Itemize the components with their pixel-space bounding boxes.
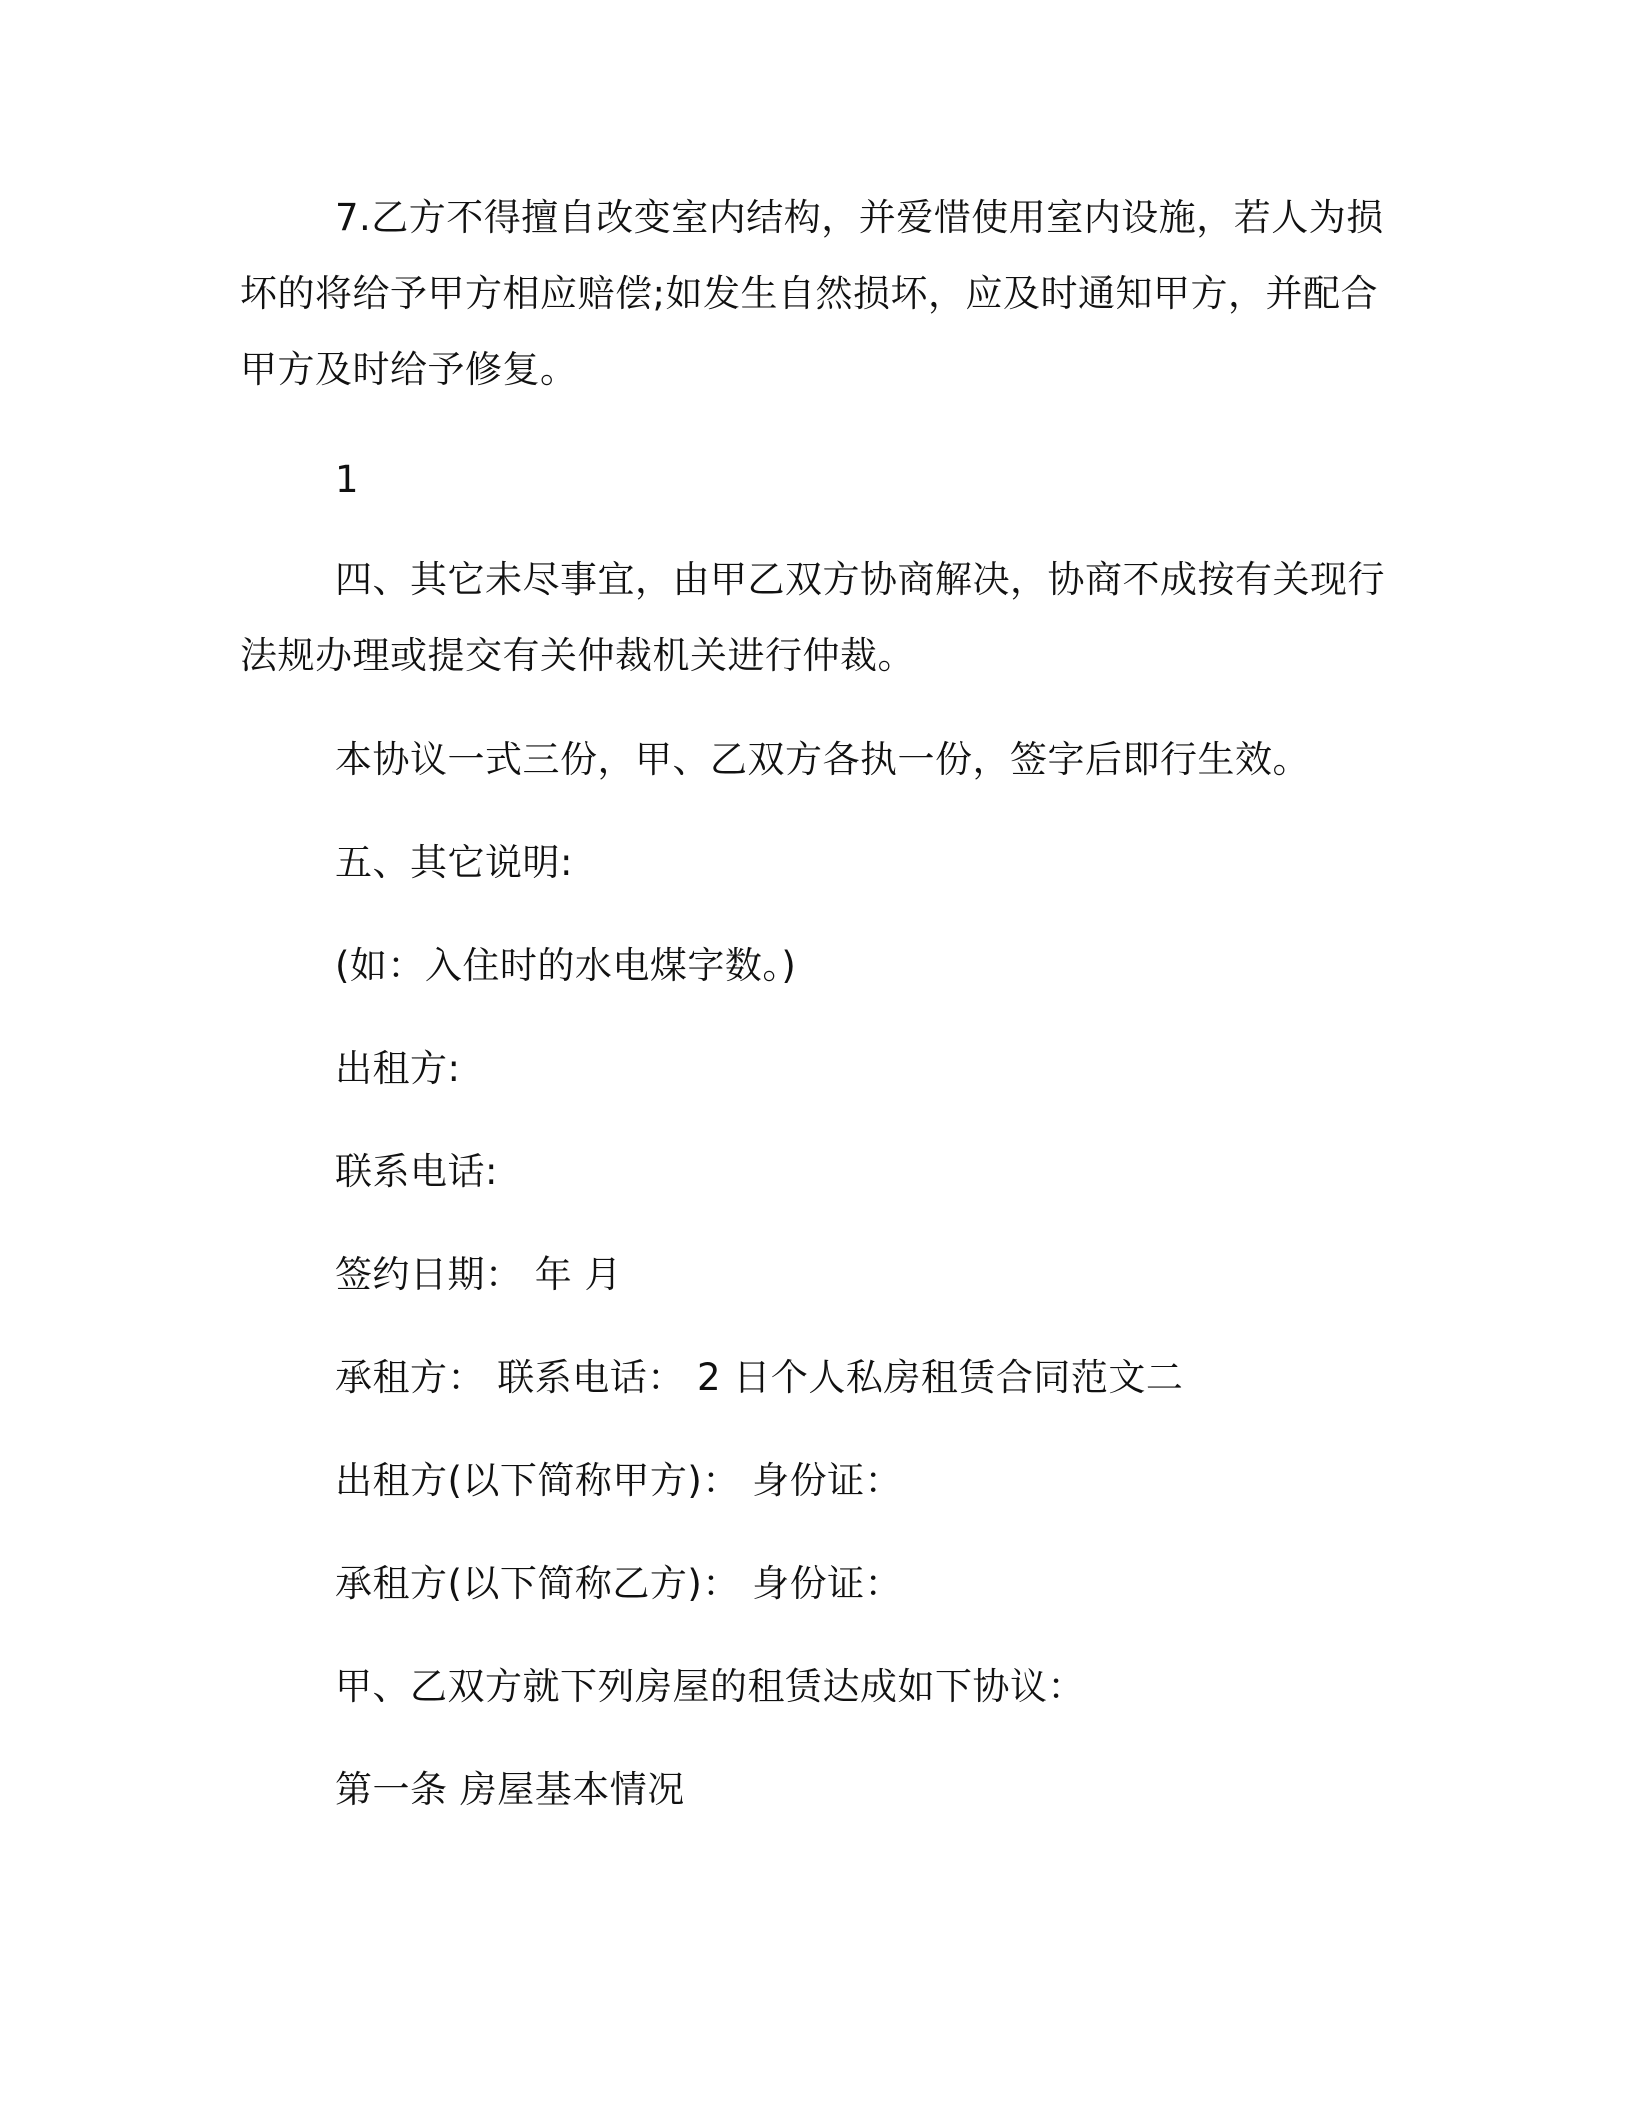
field-phone: 联系电话:: [335, 1150, 498, 1193]
paragraph-example: (如：入住时的水电煤字数。): [335, 944, 797, 987]
page-number: 1: [335, 458, 360, 501]
paragraph-copies: 本协议一式三份，甲、乙双方各执一份，签字后即行生效。: [335, 738, 1310, 781]
paragraph-section-4-line-1: 四、其它未尽事宜，由甲乙双方协商解决，协商不成按有关现行: [335, 558, 1385, 601]
heading-article-1: 第一条 房屋基本情况: [335, 1768, 685, 1811]
field-party-b: 承租方(以下简称乙方)： 身份证：: [335, 1562, 903, 1605]
paragraph-section-4-line-2: 法规办理或提交有关仲裁机关进行仲裁。: [240, 634, 915, 677]
field-sign-date: 签约日期： 年 月: [335, 1253, 623, 1296]
field-party-a: 出租方(以下简称甲方)： 身份证：: [335, 1459, 903, 1502]
paragraph-clause-7-line-2: 坏的将给予甲方相应赔偿;如发生自然损坏，应及时通知甲方，并配合: [240, 272, 1378, 315]
paragraph-agreement-intro: 甲、乙双方就下列房屋的租赁达成如下协议：: [335, 1665, 1085, 1708]
field-lessee-and-title: 承租方： 联系电话： 2 日个人私房租赁合同范文二: [335, 1356, 1184, 1399]
paragraph-clause-7-line-1: 7.乙方不得擅自改变室内结构，并爱惜使用室内设施，若人为损: [335, 196, 1384, 239]
field-lessor: 出租方:: [335, 1047, 461, 1090]
paragraph-clause-7-line-3: 甲方及时给予修复。: [240, 348, 578, 391]
heading-section-5: 五、其它说明:: [335, 841, 573, 884]
